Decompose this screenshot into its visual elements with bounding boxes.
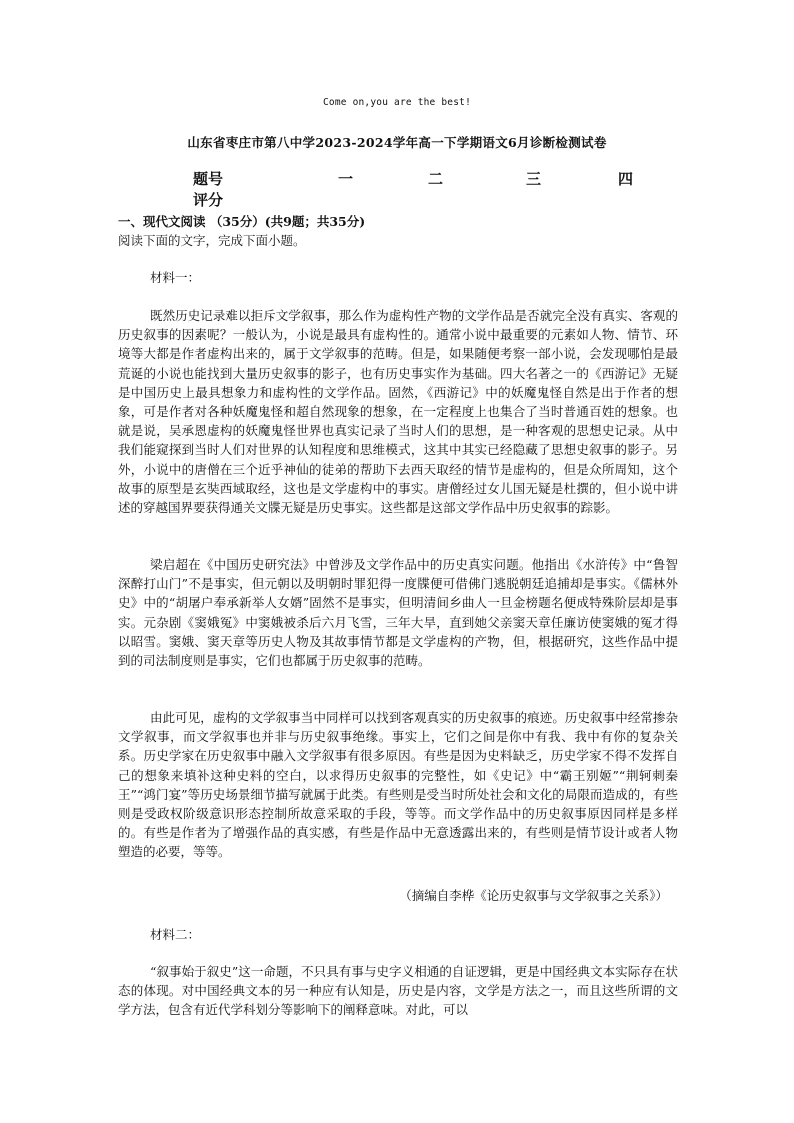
material-1-paragraph: 既然历史记录难以拒斥文学叙事，那么作为虚构性产物的文学作品是否就完全没有真实、客观的历史叙事的因素呢？一般认为，小说是最具有虚构性的。通常小说中最重要的元素如人物、情节、环境等大都是作者虚构出来的，属于文学叙事的范畴。但是，如果随便考察一部小说，会发现哪怕是最荒诞的小说也能找到大量历史叙事的影子，也有历史事实作为基础。四大名著之一的《西游记》无疑是中国历史上最具想象力和虚构性的文学作品。固然，《西游记》中的妖魔鬼怪自然是出于作者的想象，可是作者对各种妖魔鬼怪和超自然现象的想象，在一定程度上也集合了当时普通百姓的想象。也就是说，吴承恩虚构的妖魔鬼怪世界也真实记录了当时人们的思想，是一种客观的思想史记录。从中我们能窥探到当时人们对世界的认知程度和思维模式，这其中其实已经隐藏了思想史叙事的影子。另外，小说中的唐僧在三个近乎神仙的徒弟的帮助下去西天取经的情节是虚构的，但是众所周知，这个故事的原型是玄奘西域取经，这也是文学虚构中的事实。唐僧经过女儿国无疑是杜撰的，但小说中讲述的穿越国界要获得通关文牒无疑是历史事实。这些都是这部文学作品中历史叙事的踪影。 bbox=[118, 308, 678, 516]
instruction-text: 阅读下面的文字，完成下面小题。 bbox=[118, 233, 306, 248]
score-table-row-label: 题号 bbox=[193, 170, 224, 188]
material-1-paragraph: 由此可见，虚构的文学叙事当中同样可以找到客观真实的历史叙事的痕迹。历史叙事中经常掺杂文学叙事，而文学叙事也并非与历史叙事绝缘。事实上，它们之间是你中有我、我中有你的复杂关系。历史学家在历史叙事中融入文学叙事有很多原因。有些是因为史料缺乏，历史学家不得不发挥自己的想象来填补这种史料的空白，以求得历史叙事的完整性，如《史记》中“霸王别姬”“荆轲刺秦王”“鸿门宴”等历史场景细节描写就属于此类。有些则是受当时所处社会和文化的局限而造成的，有些则是受政权阶级意识形态控制所故意采取的手段，等等。而文学作品中的历史叙事原因同样是多样的。有些是作者为了增强作品的真实感，有些是作品中无意透露出来的，有些则是情节设计或者人物塑造的必要，等等。 bbox=[118, 710, 678, 860]
material-1-source: （摘编自李桦《论历史叙事与文学叙事之关系》） bbox=[399, 888, 668, 903]
section-heading: 一、现代文阅读 （35分）(共9题；共35分) bbox=[118, 214, 366, 229]
score-table-col-2: 二 bbox=[428, 170, 444, 188]
exam-title: 山东省枣庄市第八中学2023-2024学年高一下学期语文6月诊断检测试卷 bbox=[187, 135, 607, 150]
score-table-score-label: 评分 bbox=[193, 191, 224, 209]
score-table-col-3: 三 bbox=[526, 170, 542, 188]
material-2-label: 材料二： bbox=[150, 927, 201, 942]
score-table-col-1: 一 bbox=[338, 170, 354, 188]
page-header-motto: Come on,you are the best! bbox=[323, 97, 471, 108]
material-1-label: 材料一： bbox=[150, 270, 201, 285]
material-2-paragraph: “叙事始于叙史”这一命题，不只具有事与史字义相通的自证逻辑，更是中国经典文本实际存在状态的体现。对中国经典文本的另一种应有认知是，历史是内容，文学是方法之一，而且这些所谓的文学方法，包含有近代学科划分等影响下的阐释意味。对此，可以 bbox=[118, 964, 678, 1018]
score-table-col-4: 四 bbox=[618, 170, 634, 188]
material-1-paragraph: 梁启超在《中国历史研究法》中曾涉及文学作品中的历史真实问题。他指出《水浒传》中“鲁智深醉打山门”不是事实，但元朝以及明朝时罪犯得一度牒便可借佛门逃脱朝廷追捕却是事实。《儒林外史》中的“胡屠户奉承新举人女婿”固然不是事实，但明清间乡曲人一旦金榜题名便成特殊阶层却是事实。元杂剧《窦娥冤》中窦娥被杀后六月飞雪，三年大旱，直到她父亲窦天章任廉访使窦娥的冤才得以昭雪。窦娥、窦天章等历史人物及其故事情节都是文学虚构的产物，但，根据研究，这些作品中提到的司法制度则是事实，它们也都属于历史叙事的范畴。 bbox=[118, 557, 678, 669]
